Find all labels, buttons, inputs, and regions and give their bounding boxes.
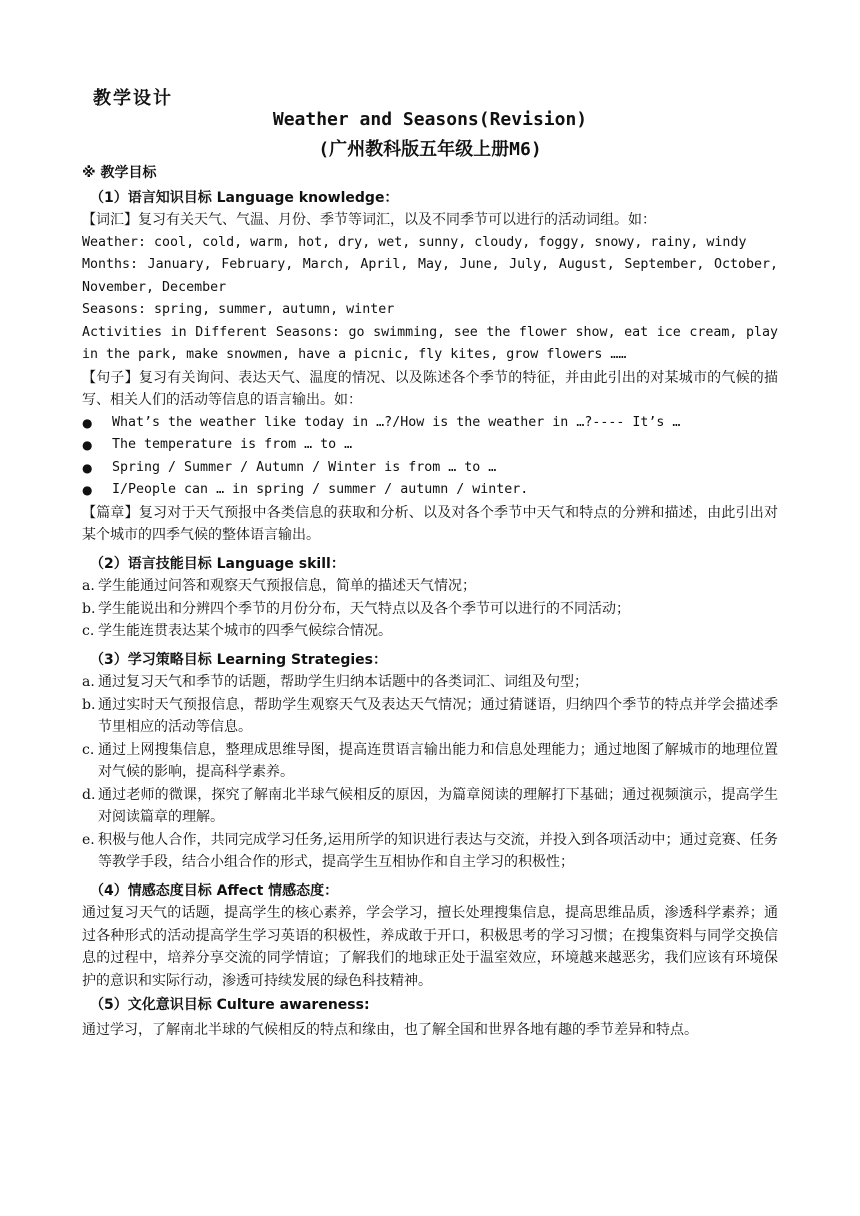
weather-words: Weather: cool, cold, warm, hot, dry, wet, sunny, cloudy, foggy, snowy, rainy, windy	[82, 234, 747, 250]
activity-words: Activities in Different Seasons: go swimming, see the flower show, eat ice cream, play in the park, make snowmen, have a picnic, fly kites, grow flowers ……	[82, 324, 778, 362]
bullet-icon: ●	[82, 438, 93, 452]
list-item: b. 通过实时天气预报信息，帮助学生观察天气及表达天气情况；通过猜谜语，归纳四个季节的特点并学会描述季节里相应的活动等信息。	[82, 696, 778, 735]
affect-text: 通过复习天气的话题，提高学生的核心素养，学会学习，擅长处理搜集信息，提高思维品质，渗透科学素养；通过各种形式的活动提高学生学习英语的积极性，养成敢于开口，积极思考的学习习惯；在搜集资料与同学交换信息的过程中，培养分享交流的同学情谊；了解我们的地球正处于温室效应，环境越来越恶劣，我们应该有环境保护的意识和实际行动，渗透可持续发展的绿色科技精神。	[82, 905, 778, 989]
document-body	[82, 162, 778, 1044]
section-2-heading: （2）语言技能目标 Language skill：	[90, 555, 345, 572]
section-1-heading: （1）语言知识目标 Language knowledge：	[90, 189, 399, 206]
culture-text: 通过学习，了解南北半球的气候相反的特点和缘由，也了解全国和世界各地有趣的季节差异和特点。	[82, 1021, 698, 1038]
sentence-intro: 【句子】复习有关询问、表达天气、温度的情况、以及陈述各个季节的特征，并由此引出的对某城市的气候的描写、相关人们的活动等信息的语言输出。如：	[82, 369, 778, 408]
section-3-heading: （3）学习策略目标 Learning Strategies：	[90, 651, 387, 668]
list-item: b. 学生能说出和分辨四个季节的月份分布，天气特点以及各个季节可以进行的不同活动；	[82, 600, 630, 617]
list-item: c. 通过上网搜集信息，整理成思维导图，提高连贯语言输出能力和信息处理能力；通过地图了解城市的地理位置对气候的影响，提高科学素养。	[82, 741, 778, 780]
list-item	[82, 412, 778, 435]
list-item	[82, 479, 778, 502]
section-4-heading: （4）情感态度目标 Affect 情感态度：	[90, 882, 339, 899]
section-5-heading: （5）文化意识目标 Culture awareness:	[90, 997, 370, 1013]
chapter-text: 【篇章】复习对于天气预报中各类信息的获取和分析、以及对各个季节中天气和特点的分辨和描述，由此引出对某个城市的四季气候的整体语言输出。	[82, 504, 778, 543]
bullet-icon: ●	[82, 483, 93, 497]
list-item: e. 积极与他人合作，共同完成学习任务,运用所学的知识进行表达与交流，并投入到各项活动中；通过竞赛、任务等教学手段，结合小组合作的形式，提高学生互相协作和自主学习的积极性；	[82, 831, 778, 870]
sentence-pattern: I/People can … in spring / summer / autumn / winter.	[112, 482, 529, 497]
month-words: Months: January, February, March, April, May, June, July, August, September, October, November, December	[82, 257, 778, 295]
bullet-icon: ●	[82, 460, 93, 475]
list-item: a. 通过复习天气和季节的话题，帮助学生归纳本话题中的各类词汇、词组及句型；	[82, 674, 588, 690]
objectives-heading: ※ 教学目标	[82, 165, 157, 181]
list-item: a. 学生能通过问答和观察天气预报信息，简单的描述天气情况；	[82, 578, 476, 594]
sentence-pattern: Spring / Summer / Autumn / Winter is from … to …	[112, 459, 497, 475]
lesson-subtitle: (广州教科版五年级上册M6)	[318, 139, 542, 160]
bullet-icon: ●	[82, 415, 93, 430]
sentence-pattern: The temperature is from … to …	[112, 437, 353, 452]
list-item: c. 学生能连贯表达某个城市的四季气候综合情况。	[82, 623, 392, 639]
list-item	[82, 434, 778, 457]
vocab-intro: 【词汇】复习有关天气、气温、月份、季节等词汇，以及不同季节可以进行的活动词组。如：	[82, 212, 656, 228]
lesson-title: Weather and Seasons(Revision)	[272, 109, 588, 130]
sentence-pattern: What’s the weather like today in …?/How is the weather in …?---- It’s …	[112, 414, 681, 430]
document-label: 教学设计	[93, 88, 173, 109]
season-words: Seasons: spring, summer, autumn, winter	[82, 302, 395, 317]
list-item: d. 通过老师的微课，探究了解南北半球气候相反的原因，为篇章阅读的理解打下基础；通过视频演示，提高学生对阅读篇章的理解。	[82, 786, 778, 825]
list-item	[82, 457, 778, 480]
